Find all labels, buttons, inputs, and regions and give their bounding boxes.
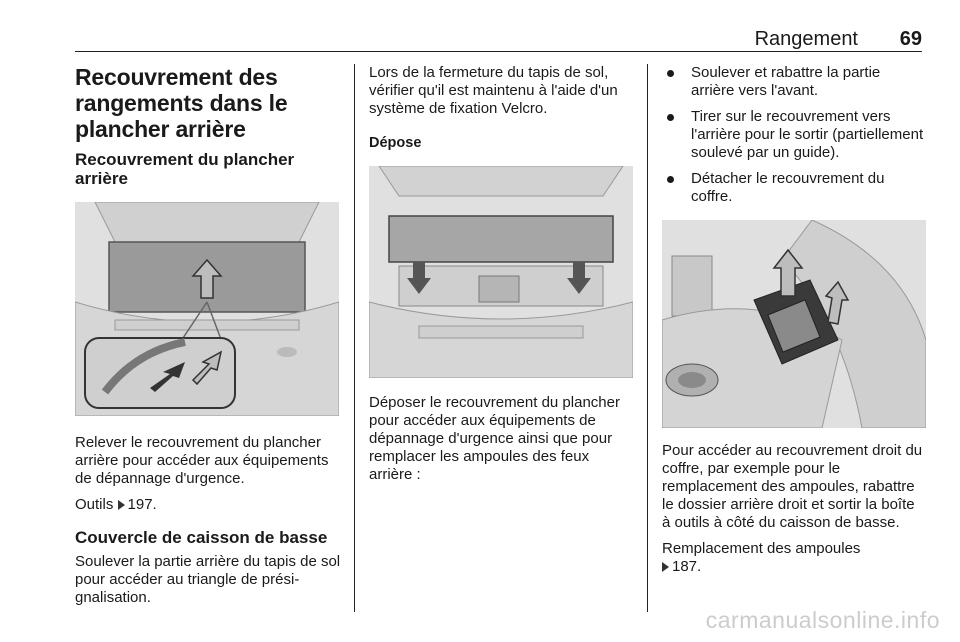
column-left <box>75 64 341 607</box>
subheading-removal: Dépose <box>369 135 422 151</box>
subsection-heading: Recouvrement du plancher arrière <box>75 150 295 188</box>
paragraph-velcro: Lors de la fermeture du tapis de sol, vérifier qu'il est maintenu à l'aide d'un système de fixation Velcro. <box>369 64 618 117</box>
xref-arrow-icon <box>662 562 669 572</box>
bulb-page-link[interactable]: 187. <box>672 558 702 575</box>
illustration-right-cover <box>662 220 926 428</box>
running-title: Rangement <box>754 28 858 50</box>
paragraph-subwoofer: Soulever la partie arrière du tapis de sol pour accéder au triangle de présignalisation. <box>75 553 341 606</box>
bullet-icon <box>667 114 674 121</box>
list-item: Soulever et rabattre la partie arrière vers l'avant. <box>662 64 926 100</box>
paragraph-raise-cover: Relever le recouvrement du plancher arrière pour accéder aux équipements de dépannage d'urgence. <box>75 434 329 487</box>
column-divider <box>354 64 355 612</box>
bullet-icon <box>667 176 674 183</box>
figure-cover-removal <box>369 166 633 378</box>
page-header <box>75 28 922 52</box>
column-right <box>662 64 926 576</box>
page-number: 69 <box>899 28 922 50</box>
column-divider <box>647 64 648 612</box>
bulb-reference <box>662 540 926 576</box>
figure-rear-floor-cover <box>75 202 339 416</box>
subsection-heading-subwoofer: Couvercle de caisson de basse <box>75 528 328 547</box>
xref-arrow-icon <box>118 500 125 510</box>
illustration-rear-floor <box>75 202 339 416</box>
section-heading: Recouvrement des rangements dans le plancher arrière <box>75 64 288 142</box>
paragraph-removal: Déposer le recouvrement du plancher pour accéder aux équipements de dépannage d'urgence ainsi que pour remplacer les ampoules des feux arrière : <box>369 394 620 483</box>
bullet-icon <box>667 70 674 77</box>
list-item: Tirer sur le recouvrement vers l'arrière pour le sortir (partiellement soulevé par un guide). <box>662 108 926 162</box>
removal-steps-list <box>662 64 926 206</box>
paragraph-right-cover: Pour accéder au recouvrement droit du coffre, par exemple pour le remplacement des ampoules, rabattre le dossier arrière droit et sortir la boîte à outils à côté du caisson de basse. <box>662 442 923 531</box>
tools-label: Outils <box>75 496 114 513</box>
bulb-label: Remplacement des ampoules <box>662 540 861 557</box>
tools-page-link[interactable]: 197. <box>127 496 157 513</box>
column-middle <box>369 64 633 484</box>
figure-right-cover <box>662 220 926 428</box>
list-item: Détacher le recouvrement du coffre. <box>662 170 926 206</box>
watermark: carmanualsonline.info <box>705 607 940 633</box>
illustration-cover-removal <box>369 166 633 378</box>
tools-reference <box>75 496 341 514</box>
